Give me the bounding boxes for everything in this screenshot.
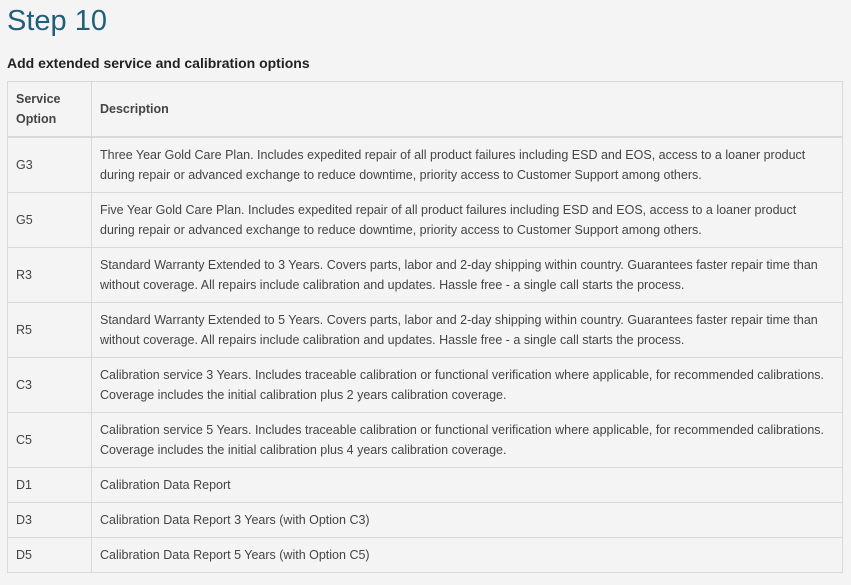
service-option-code: D3 [8, 503, 92, 538]
service-option-description: Calibration service 5 Years. Includes traceable calibration or functional verification where applicable, for recommended calibrations. Coverage includes the initial calibration plus 4 years calibration coverage. [92, 413, 843, 468]
table-row [8, 248, 843, 303]
column-header-service-option: Service Option [8, 82, 92, 138]
table-row [8, 468, 843, 503]
service-option-description: Five Year Gold Care Plan. Includes expedited repair of all product failures including ESD and EOS, access to a loaner product during repair or advanced exchange to reduce downtime, priority access to Customer Support among others. [92, 193, 843, 248]
service-options-table [7, 81, 843, 573]
service-option-code: D1 [8, 468, 92, 503]
service-option-description: Calibration Data Report [92, 468, 843, 503]
page-title: Step 10 [7, 5, 107, 37]
service-option-description: Calibration Data Report 5 Years (with Option C5) [92, 538, 843, 573]
table-row [8, 358, 843, 413]
table-row [8, 193, 843, 248]
table-row [8, 413, 843, 468]
column-header-description: Description [92, 82, 843, 138]
service-option-description: Standard Warranty Extended to 5 Years. Covers parts, labor and 2-day shipping within country. Guarantees faster repair time than without coverage. All repairs include calibration and updates. Hassle free - a single call starts the process. [92, 303, 843, 358]
table-row [8, 538, 843, 573]
table-row [8, 137, 843, 193]
service-option-code: R5 [8, 303, 92, 358]
service-option-description: Standard Warranty Extended to 3 Years. Covers parts, labor and 2-day shipping within country. Guarantees faster repair time than without coverage. All repairs include calibration and updates. Hassle free - a single call starts the process. [92, 248, 843, 303]
service-option-description: Three Year Gold Care Plan. Includes expedited repair of all product failures including ESD and EOS, access to a loaner product during repair or advanced exchange to reduce downtime, priority access to Customer Support among others. [92, 137, 843, 193]
service-option-description: Calibration service 3 Years. Includes traceable calibration or functional verification where applicable, for recommended calibrations. Coverage includes the initial calibration plus 2 years calibration coverage. [92, 358, 843, 413]
service-option-code: D5 [8, 538, 92, 573]
service-option-code: G3 [8, 137, 92, 193]
table-row [8, 503, 843, 538]
section-subtitle: Add extended service and calibration options [7, 55, 310, 71]
table-row [8, 303, 843, 358]
service-option-code: R3 [8, 248, 92, 303]
service-option-code: C5 [8, 413, 92, 468]
table-header-row [8, 82, 843, 138]
service-option-description: Calibration Data Report 3 Years (with Option C3) [92, 503, 843, 538]
service-option-code: C3 [8, 358, 92, 413]
service-option-code: G5 [8, 193, 92, 248]
